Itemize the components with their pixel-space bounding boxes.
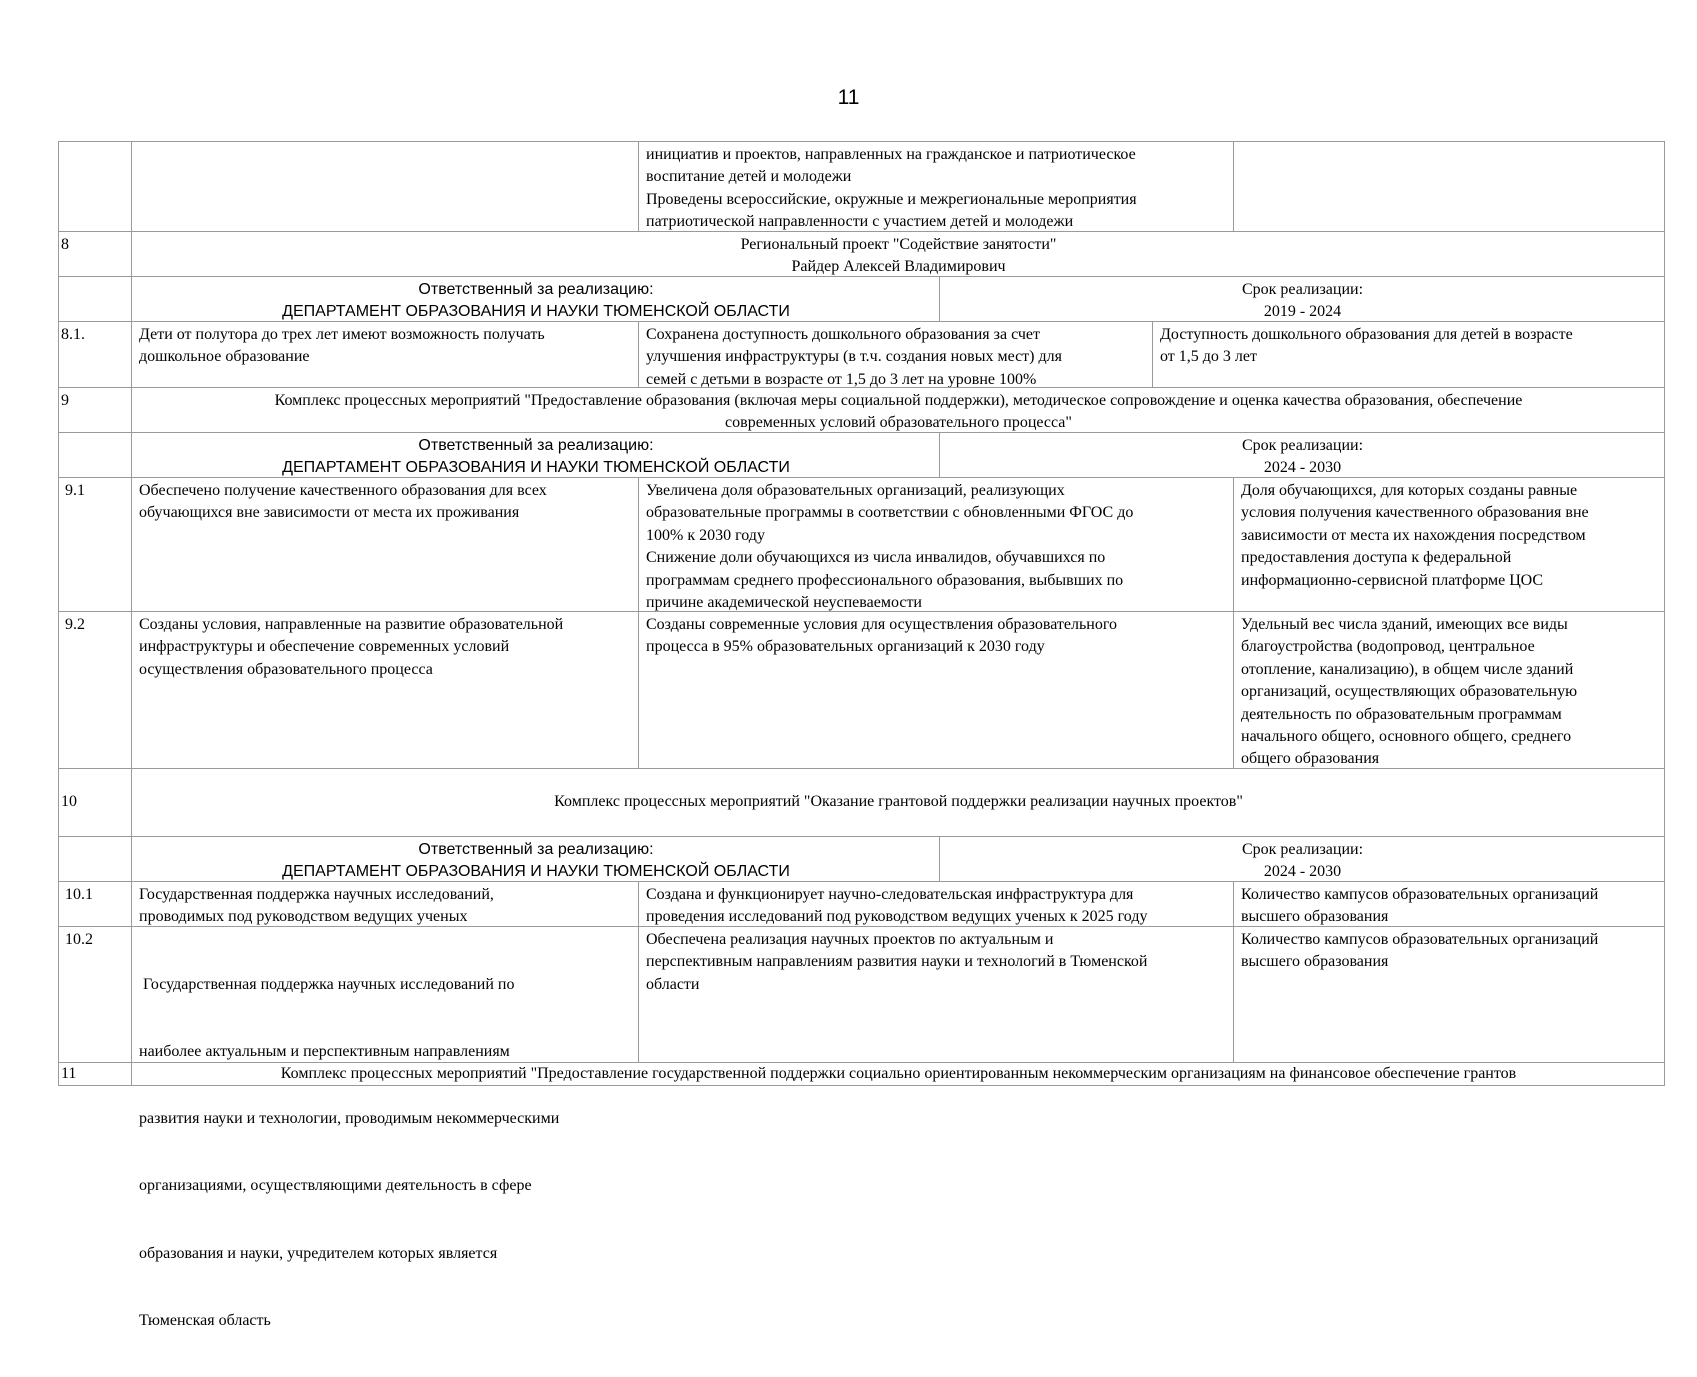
section-11-title: Комплекс процессных мероприятий "Предоставление государственной поддержки социально ориентированным некоммерческим организациям на финансовое обеспечение грантов (131, 1062, 1665, 1086)
top-indicator-cell (1233, 141, 1665, 232)
row-8-1-indicator: Доступность дошкольного образования для детей в возрасте от 1,5 до 3 лет (1152, 321, 1665, 388)
row-10-2-task: Государственная поддержка научных исследований по наиболее актуальным и перспективным направлениям развития науки и технологии, проводимым некоммерческими организациями, осуществляющими деятельность в сфере образования и науки, учредителем которых является Тюменская область (131, 926, 639, 1063)
row-10-1-result: Создана и функционирует научно-следовательская инфраструктура для проведения исследований под руководством ведущих ученых к 2025 году (638, 881, 1234, 927)
section-9-responsible: Ответственный за реализацию: ДЕПАРТАМЕНТ ОБРАЗОВАНИЯ И НАУКИ ТЮМЕНСКОЙ ОБЛАСТИ (131, 432, 940, 478)
section-10-responsible-num (58, 836, 132, 882)
row-10-2-number: 10.2 (58, 926, 132, 1063)
section-9-term: Срок реализации: 2024 - 2030 (939, 432, 1665, 478)
row-10-2-indicator: Количество кампусов образовательных организаций высшего образования (1233, 926, 1665, 1063)
section-9-title: Комплекс процессных мероприятий "Предоставление образования (включая меры социальной поддержки), методическое сопровождение и оценка качества образования, обеспечение современных условий образовательного процесса" (131, 387, 1665, 433)
top-result-cell (638, 141, 1234, 232)
top-task-cell (131, 141, 639, 232)
section-8-responsible: Ответственный за реализацию: ДЕПАРТАМЕНТ ОБРАЗОВАНИЯ И НАУКИ ТЮМЕНСКОЙ ОБЛАСТИ (131, 276, 940, 322)
row-10-1-indicator: Количество кампусов образовательных организаций высшего образования (1233, 881, 1665, 927)
section-10-title: Комплекс процессных мероприятий "Оказание грантовой поддержки реализации научных проектов" (131, 768, 1665, 837)
row-9-2-indicator: Удельный вес числа зданий, имеющих все виды благоустройства (водопровод, центральное отопление, канализацию), в общем числе зданий организаций, осуществляющих образовательную деятельность по образовательным программам начального общего, основного общего, среднего общего образования (1233, 611, 1665, 769)
section-8-number: 8 (58, 231, 132, 277)
row-9-2-result: Созданы современные условия для осуществления образовательного процесса в 95% образовательных организаций к 2030 году (638, 611, 1234, 769)
row-10-1-task: Государственная поддержка научных исследований, проводимых под руководством ведущих ученых (131, 881, 639, 927)
section-8-responsible-num (58, 276, 132, 322)
page-number: 11 (837, 86, 860, 109)
top-result-line: Проведены всероссийские, окружные и межрегиональные мероприятия (646, 190, 1137, 208)
section-10-number: 10 (58, 768, 132, 837)
row-9-1-result: Увеличена доля образовательных организаций, реализующих образовательные программы в соответствии с обновленными ФГОС до 100% к 2030 году Снижение доли обучающихся из числа инвалидов, обучавшихся по программам среднего профессионального образования, выбывших по причине академической неуспеваемости (638, 477, 1234, 612)
top-num-cell (58, 141, 132, 232)
section-11-number: 11 (58, 1062, 132, 1086)
row-8-1-number: 8.1. (58, 321, 132, 388)
row-9-2-task: Созданы условия, направленные на развитие образовательной инфраструктуры и обеспечение современных условий осуществления образовательного процесса (131, 611, 639, 769)
row-9-1-number: 9.1 (58, 477, 132, 612)
row-9-1-task: Обеспечено получение качественного образования для всех обучающихся вне зависимости от места их проживания (131, 477, 639, 612)
top-result-line: инициатив и проектов, направленных на гражданское и патриотическое (646, 146, 1136, 163)
row-9-1-indicator: Доля обучающихся, для которых созданы равные условия получения качественного образования вне зависимости от места их нахождения посредством предоставления доступа к федеральной информационно-сервисной платформе ЦОС (1233, 477, 1665, 612)
top-result-line: воспитание детей и молодежи (646, 168, 852, 186)
row-10-1-number: 10.1 (58, 881, 132, 927)
section-8-term: Срок реализации: 2019 - 2024 (939, 276, 1665, 322)
section-8-title: Региональный проект "Содействие занятости" Райдер Алексей Владимирович (131, 231, 1665, 277)
row-8-1-result: Сохранена доступность дошкольного образования за счет улучшения инфраструктуры (в т.ч. создания новых мест) для семей с детьми в возрасте от 1,5 до 3 лет на уровне 100% (638, 321, 1153, 388)
top-result-line: патриотической направленности с участием детей и молодежи (646, 213, 1074, 231)
row-9-2-number: 9.2 (58, 611, 132, 769)
section-10-responsible: Ответственный за реализацию: ДЕПАРТАМЕНТ ОБРАЗОВАНИЯ И НАУКИ ТЮМЕНСКОЙ ОБЛАСТИ (131, 836, 940, 882)
section-9-number: 9 (58, 387, 132, 433)
row-8-1-task: Дети от полутора до трех лет имеют возможность получать дошкольное образование (131, 321, 639, 388)
section-10-term: Срок реализации: 2024 - 2030 (939, 836, 1665, 882)
section-9-responsible-num (58, 432, 132, 478)
row-10-2-result: Обеспечена реализация научных проектов по актуальным и перспективным направлениям развития науки и технологий в Тюменской области (638, 926, 1234, 1063)
